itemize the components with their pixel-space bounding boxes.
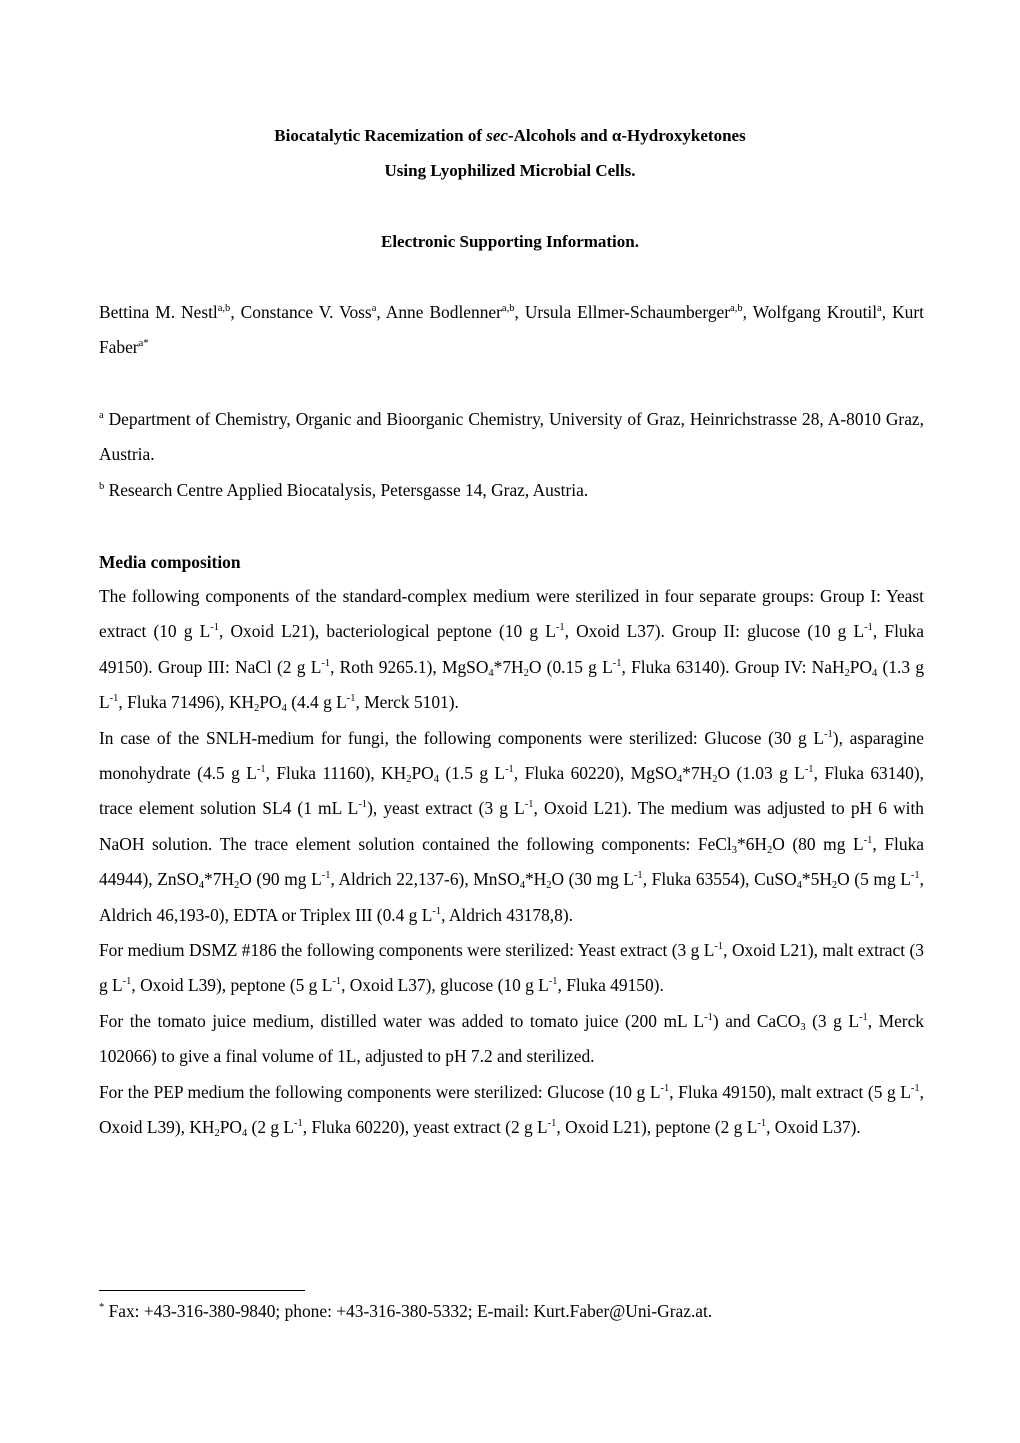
footnote-divider [99,1290,305,1291]
paragraph: In case of the SNLH-medium for fungi, the following components were sterilized: Glucose (30 g $L^{-1}$), asparagine monohydrate (4.5 g $L^{-1}$, Fluka 11160), $KH_2PO_4$ (1.5 g $L^{-1}$, Fluka 60220), $MgSO_4*7H_2O$ (1.03 g $L^{-1}$, Fluka 63140), trace element solution SL4 (1 mL $L^{-1}$), yeast extract (3 g $L^{-1}$, Oxoid L21). The medium was adjusted to pH 6 with NaOH solution. The trace element solution contained the following components: $FeCl_3*6H_2O$ (80 mg $L^{-1}$, Fluka 44944), $ZnSO_4*7H_2O$ (90 mg $L^{-1}$, Aldrich 22,137-6), $MnSO_4*H_2O$ (30 mg $L^{-1}$, Fluka 63554), $CuSO_4*5H_2O$ (5 mg $L^{-1}$, Aldrich 46,193-0), EDTA or Triplex III (0.4 g $L^{-1}$, Aldrich 43178,8). [99,727,924,925]
paragraph: For the tomato juice medium, distilled water was added to tomato juice (200 mL $L^{-1}$) and CaCO$_3$ (3 g $L^{-1}$, Merck 102066) to give a final volume of 1L, adjusted to pH 7.2 and sterilized. [99,1010,924,1067]
author-list: Bettina M. Nestl$^{a,b}$, Constance V. Voss$^a$, Anne Bodlenner$^{a,b}$, Ursula Ellmer-Schaumberger$^{a,b}$, Wolfgang Kroutil$^a$, Kurt Faber$^{a*}$ [99,302,924,358]
author-name: Constance V. Voss [240,302,372,322]
author-name: Ursula Ellmer-Schaumberger [524,302,731,322]
paragraph: For medium DSMZ #186 the following components were sterilized: Yeast extract (3 g $L^{-1}$, Oxoid L21), malt extract (3 g $L^{-1}$, Oxoid L39), peptone (5 g $L^{-1}$, Oxoid L37), glucose (10 g $L^{-1}$, Fluka 49150). [99,940,924,996]
affiliation-a: $^a$ Department of Chemistry, Organic and Bioorganic Chemistry, University of Graz, Heinrichstrasse 28, A-8010 Graz, Austria. [99,409,924,465]
affiliation-b: $^b$ Research Centre Applied Biocatalysis, Petersgasse 14, Graz, Austria. [99,480,589,500]
paragraph: For the PEP medium the following components were sterilized: Glucose (10 g $L^{-1}$, Fluka 49150), malt extract (5 g $L^{-1}$, Oxoid L39), $KH_2PO_4$ (2 g $L^{-1}$, Fluka 60220), yeast extract (2 g $L^{-1}$, Oxoid L21), peptone (2 g $L^{-1}$, Oxoid L37). [99,1081,924,1140]
body-text [99,579,924,1146]
author-name: Wolfgang Kroutil [752,302,878,322]
paragraph: The following components of the standard-complex medium were sterilized in four separate groups: Group I: Yeast extract (10 g $L^{-1}$, Oxoid L21), bacteriological peptone (10 g $L^{-1}$, Oxoid L37). Group II: glucose (10 g $L^{-1}$, Fluka 49150). Group III: NaCl (2 g $L^{-1}$, Roth 9265.1), $MgSO_4*7H_2O$ (0.15 g $L^{-1}$, Fluka 63140). Group IV: $NaH_2PO_4$ (1.3 g $L^{-1}$, Fluka 71496), $KH_2PO_4$ (4.4 g $L^{-1}$, Merck 5101). [99,586,925,715]
footnote: * Fax: +43-316-380-9840; phone: +43-316-380-5332; E-mail: Kurt.Faber@Uni-Graz.at. [99,1301,713,1321]
section-heading: Media composition [99,552,241,572]
author-name: Kurt Faber [99,302,924,358]
author-name: Bettina M. Nestl [99,302,218,322]
paper-title-line-1: Biocatalytic Racemization of sec-Alcohols and α-Hydroxyketones [274,126,746,145]
esi-heading: Electronic Supporting Information. [380,232,639,251]
paper-title-line-2: Using Lyophilized Microbial Cells. [384,161,636,180]
author-name: Anne Bodlenner [385,302,502,322]
